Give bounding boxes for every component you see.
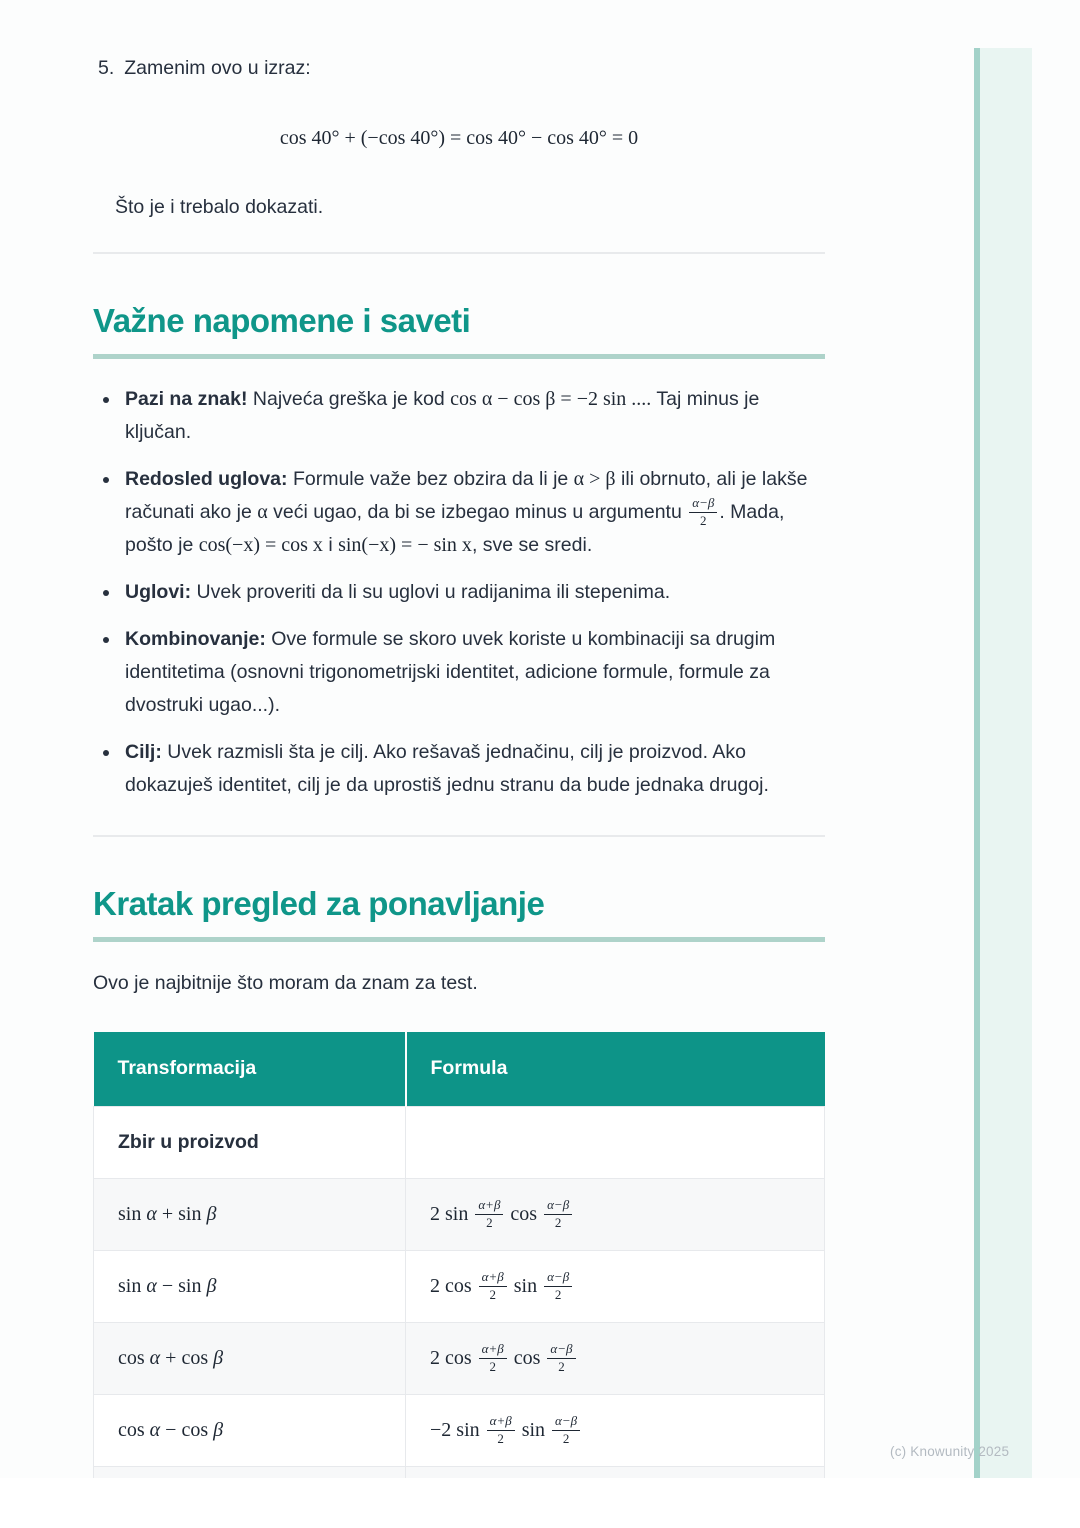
inline-fraction: $\frac{\alpha-\beta}{2}$	[552, 1414, 580, 1446]
table-cell-empty	[406, 1466, 825, 1478]
table-cell-formula: 2 cos $\frac{\alpha+\beta}{2}$ cos $\frac{\alpha-\beta}{2}$	[406, 1322, 825, 1394]
note-text: ili obrnuto, ali je lakše računati ako je	[125, 468, 808, 524]
step-text: Zamenim ovo u izraz:	[124, 57, 311, 79]
note-text: Uvek proveriti da li su uglovi u radijanima ili stepenima.	[191, 581, 671, 604]
table-cell-transformation: sin α + sin β	[94, 1178, 406, 1250]
table-cell-transformation: cos α − cos β	[94, 1394, 406, 1466]
inline-fraction: $\frac{\alpha+\beta}{2}$	[487, 1414, 515, 1446]
inline-fraction	[689, 496, 717, 528]
table-cell-formula: −2 sin $\frac{\alpha+\beta}{2}$ sin $\frac{\alpha-\beta}{2}$	[406, 1394, 825, 1466]
list-item	[125, 576, 825, 609]
inline-math: cos α − cos β = −2 sin ....	[450, 388, 652, 410]
column-header-transformation: Transformacija	[94, 1032, 406, 1106]
table-cell-group: Zbir u proizvod	[94, 1106, 406, 1178]
table-cell-transformation: cos α + cos β	[94, 1322, 406, 1394]
inline-fraction: $\frac{\alpha+\beta}{2}$	[475, 1198, 503, 1230]
note-text: , sve se sredi.	[471, 534, 593, 557]
note-text: Formule važe bez obzira da li je	[287, 468, 574, 490]
formula-table	[93, 1032, 825, 1478]
table-cell-transformation: sin α − sin β	[94, 1250, 406, 1322]
table-row	[94, 1466, 825, 1478]
copyright-watermark: (c) Knowunity 2025	[890, 1444, 1010, 1459]
note-lead: Pazi na znak!	[125, 388, 248, 410]
inline-math: α	[257, 501, 268, 524]
table-row	[94, 1106, 825, 1178]
fraction-denominator: 2	[700, 512, 707, 528]
note-lead: Uglovi:	[125, 581, 192, 604]
review-intro-text: Ovo je najbitnije što moram da znam za test.	[93, 972, 478, 995]
numbered-step	[93, 57, 825, 80]
step-number: 5.	[98, 57, 115, 79]
table-row	[94, 1322, 825, 1394]
table-cell-formula: 2 sin $\frac{\alpha+\beta}{2}$ cos $\frac{\alpha-\beta}{2}$	[406, 1178, 825, 1250]
note-text: veći ugao, da bi se izbegao minus u argumentu	[267, 501, 688, 524]
heading-rule	[93, 937, 825, 942]
table-cell-formula: 2 cos $\frac{\alpha+\beta}{2}$ sin $\frac{\alpha-\beta}{2}$	[406, 1250, 825, 1322]
review-heading: Kratak pregled za ponavljanje	[93, 885, 545, 923]
note-text: Taj minus je ključan.	[125, 388, 760, 443]
section-divider	[93, 835, 825, 837]
conclusion-text: Što je i trebalo dokazati.	[115, 196, 324, 218]
list-item	[125, 736, 825, 802]
note-text: Uvek razmisli šta je cilj. Ako rešavaš jednačinu, cilj je proizvod. Ako dokazuješ identitet, cilj je da uprostiš jednu stranu da bude jednaka drugoj.	[125, 741, 769, 797]
display-equation: cos 40° + (−cos 40°) = cos 40° − cos 40° = 0	[279, 127, 639, 149]
note-lead: Kombinovanje:	[125, 628, 266, 651]
document-content	[93, 0, 825, 1478]
fraction-numerator: α−β	[689, 496, 717, 513]
table-header-row	[94, 1032, 825, 1106]
list-item	[125, 383, 825, 449]
note-lead: Cilj:	[125, 741, 162, 764]
list-item	[125, 463, 825, 562]
inline-math: cos(−x) = cos x	[198, 534, 323, 557]
inline-fraction: $\frac{\alpha-\beta}{2}$	[544, 1198, 572, 1230]
table-cell-empty	[94, 1466, 406, 1478]
page-accent-bar	[974, 48, 1032, 1478]
inline-fraction: $\frac{\alpha+\beta}{2}$	[479, 1342, 507, 1374]
inline-math: sin(−x) = − sin x	[338, 534, 472, 557]
note-text: . Mada, pošto je	[125, 501, 785, 557]
inline-fraction: $\frac{\alpha-\beta}{2}$	[544, 1270, 572, 1302]
table-row	[94, 1250, 825, 1322]
notes-heading: Važne napomene i saveti	[93, 302, 471, 339]
note-lead: Redosled uglova:	[125, 468, 288, 490]
section-divider	[93, 252, 825, 254]
note-text: Ove formule se skoro uvek koriste u kombinaciji sa drugim identitetima (osnovni trigonometrijski identitet, adicione formule, formule za dvostruki ugao...).	[125, 628, 776, 717]
table-row	[94, 1394, 825, 1466]
table-row	[94, 1178, 825, 1250]
inline-fraction: $\frac{\alpha-\beta}{2}$	[547, 1342, 575, 1374]
note-text: i	[322, 534, 339, 557]
inline-fraction: $\frac{\alpha+\beta}{2}$	[479, 1270, 507, 1302]
note-text: Najveća greška je kod	[247, 388, 451, 410]
list-item	[125, 623, 825, 722]
notes-list	[93, 383, 825, 802]
heading-rule	[93, 354, 825, 359]
inline-math: α > β	[573, 468, 616, 490]
table-cell-empty	[406, 1106, 825, 1178]
column-header-formula: Formula	[406, 1032, 825, 1106]
